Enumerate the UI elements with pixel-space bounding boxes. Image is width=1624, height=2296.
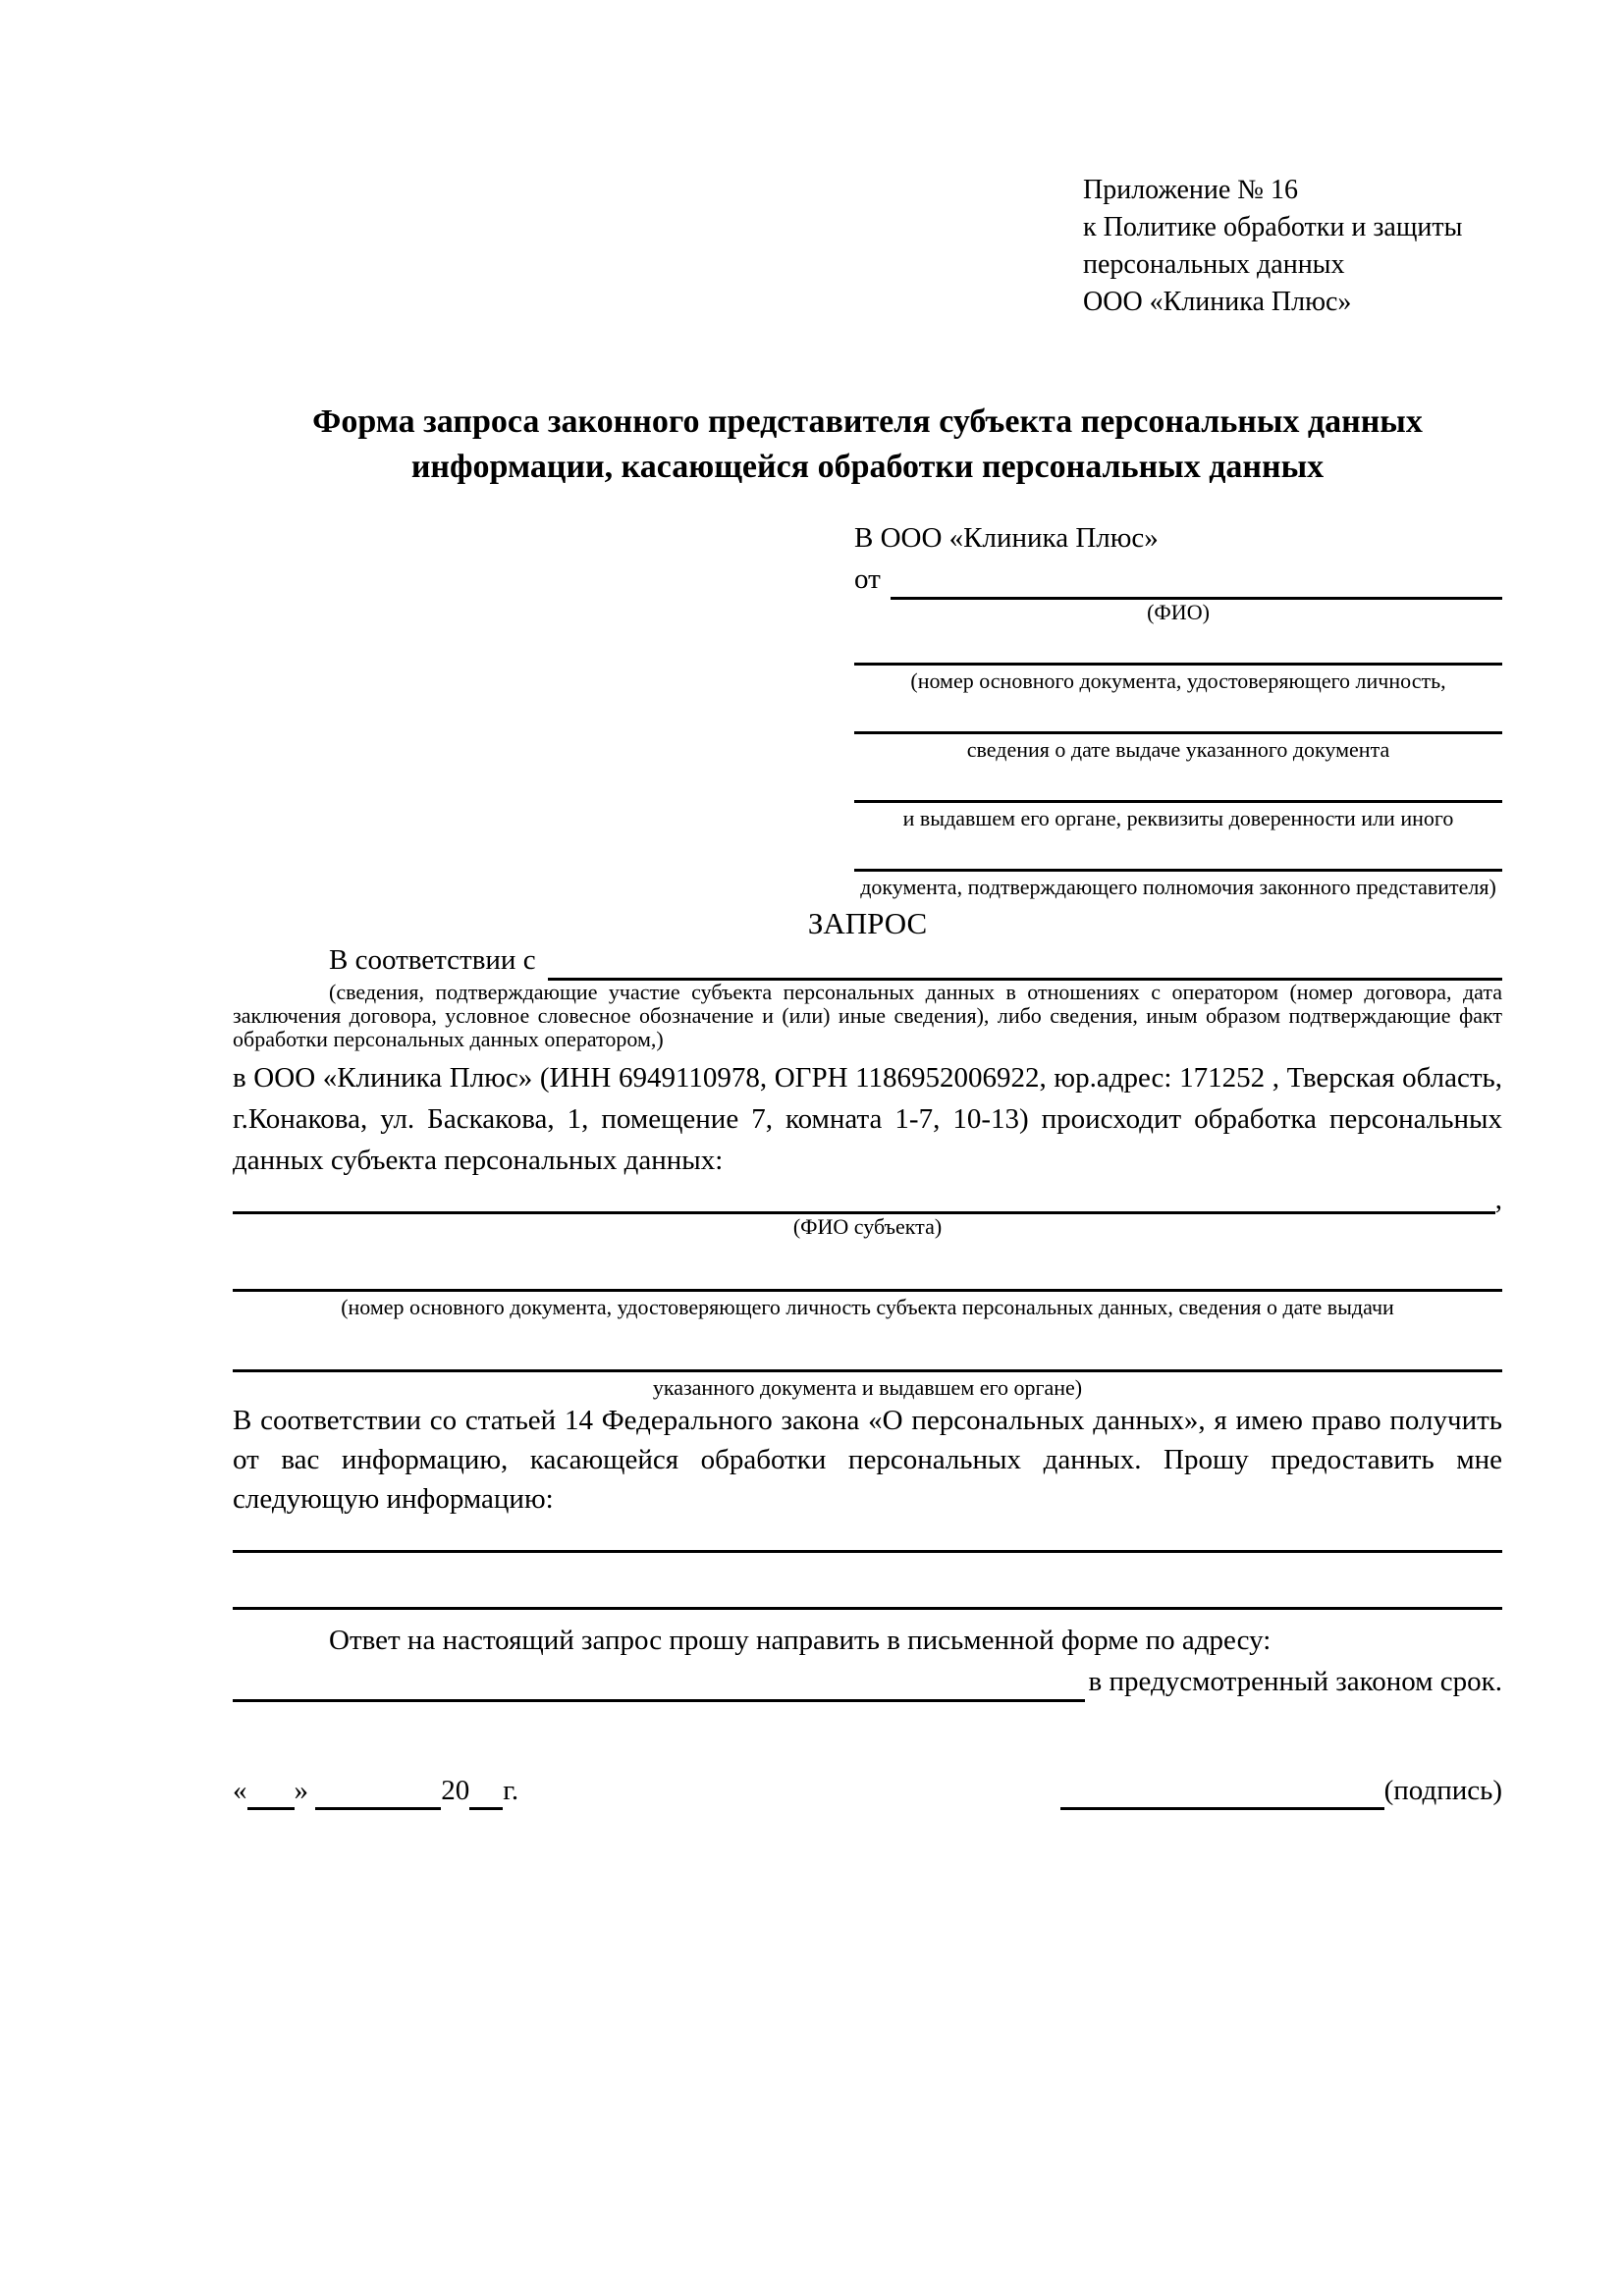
doc-number-field-group (854, 643, 1502, 694)
open-quote: « (233, 1775, 247, 1806)
year-blank-field (469, 1781, 503, 1810)
address-row (233, 1661, 1502, 1702)
authority-doc-caption: документа, подтверждающего полномочия законного представителя) (860, 875, 1496, 899)
authority-doc-field-group (854, 849, 1502, 900)
accordance-row (233, 939, 1502, 981)
month-blank-field (315, 1781, 441, 1810)
subject-fio-caption: (ФИО субъекта) (792, 1214, 943, 1239)
issue-date-caption: сведения о дате выдаче указанного документа (966, 737, 1390, 762)
date-field (233, 1771, 518, 1810)
close-quote: » (294, 1775, 308, 1806)
signature-row (233, 1771, 1502, 1810)
issue-date-blank-field (854, 712, 1502, 734)
address-blank-field (233, 1669, 1085, 1702)
signature-blank-field (1060, 1781, 1384, 1810)
subject-doc-caption: (номер основного документа, удостоверяющего личность субъекта персональных данных, сведения о дате выдачи (341, 1295, 1394, 1319)
info-blank-field-1 (233, 1550, 1502, 1553)
from-label: от (854, 563, 881, 595)
issuing-authority-caption: и выдавшем его органе, реквизиты доверенности или иного (902, 806, 1454, 830)
appendix-line: персональных данных (1083, 249, 1345, 280)
fio-caption: (ФИО) (1147, 600, 1210, 624)
signature-field (1060, 1771, 1502, 1810)
request-heading: ЗАПРОС (807, 906, 928, 940)
addressee-block (854, 517, 1502, 900)
answer-paragraph: Ответ на настоящий запрос прошу направить в письменной форме по адресу: (329, 1625, 1272, 1656)
signature-caption: (подпись) (1383, 1775, 1502, 1806)
doc-number-blank-field (854, 643, 1502, 666)
appendix-line: ООО «Клиника Плюс» (1083, 287, 1352, 317)
subject-doc-field-group (233, 1267, 1502, 1320)
operator-paragraph: в ООО «Клиника Плюс» (ИНН 6949110978, ОГРН 1186952006922, юр.адрес: 171252 , Тверская область, г.Конакова, ул. Баскакова, 1, помещение 7, комната 1-7, 10-13) происходит обработка персональных данных субъекта персональных данных: (233, 1062, 1502, 1176)
subject-doc-blank-field (233, 1267, 1502, 1292)
from-row (854, 559, 1502, 600)
answer-suffix: в предусмотренный законом срок. (1088, 1666, 1502, 1697)
document-title (233, 400, 1502, 490)
issuing-authority-blank-field (854, 780, 1502, 803)
info-blank-field-2 (233, 1607, 1502, 1610)
day-blank-field (247, 1781, 295, 1810)
title-line: Форма запроса законного представителя субъекта персональных данных (312, 403, 1423, 440)
subject-fio-blank-field (233, 1181, 1495, 1214)
doc-number-caption: (номер основного документа, удостоверяющего личность, (910, 668, 1446, 693)
accordance-blank-field (548, 947, 1502, 981)
subject-fio-row (233, 1181, 1502, 1214)
accordance-label: В соответствии с (329, 944, 536, 976)
subject-doc-authority-blank-field (233, 1348, 1502, 1372)
title-line: информации, касающейся обработки персональных данных (410, 449, 1325, 485)
appendix-line: Приложение № 16 (1083, 175, 1298, 205)
addressee-organization: В ООО «Клиника Плюс» (854, 522, 1159, 554)
accordance-caption: (сведения, подтверждающие участие субъекта персональных данных в отношениях с оператором (номер договора, дата заключения договора, условное словесное обозначение и (или) иные сведения), либо сведения, иным образом подтверждающие факт обработки персональных данных оператором,) (233, 980, 1502, 1051)
appendix-line: к Политике обработки и защиты (1083, 212, 1463, 242)
subject-doc-authority-field-group (233, 1348, 1502, 1401)
year-suffix: г. (503, 1775, 519, 1806)
fio-blank-field (891, 566, 1502, 600)
authority-doc-blank-field (854, 849, 1502, 872)
issue-date-field-group (854, 712, 1502, 763)
subject-line-suffix: , (1494, 1184, 1502, 1215)
issuing-authority-field-group (854, 780, 1502, 831)
subject-doc-authority-caption: указанного документа и выдавшем его органе) (652, 1375, 1083, 1400)
year-prefix: 20 (441, 1775, 470, 1806)
law-paragraph: В соответствии со статьей 14 Федерального закона «О персональных данных», я имею право получить от вас информацию, касающейся обработки персональных данных. Прошу предоставить мне следующую информацию: (233, 1405, 1502, 1515)
appendix-block (1083, 172, 1502, 321)
